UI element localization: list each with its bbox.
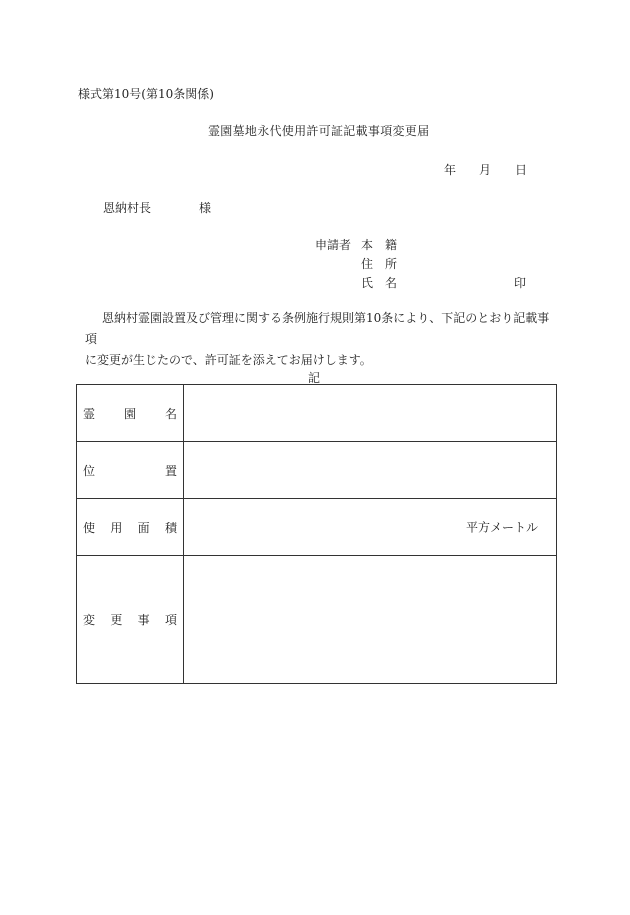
address-label: 住 所 [361, 257, 398, 271]
detail-table [76, 384, 557, 684]
changes-field[interactable] [184, 556, 557, 684]
date-year-label: 年 [444, 163, 457, 177]
row-label-cemetery-name: 霊 園 名 [77, 385, 184, 442]
addressee-name: 恩納村長 [103, 201, 152, 215]
location-field[interactable] [184, 442, 557, 499]
ki-heading: 記 [308, 371, 321, 385]
table-row [77, 385, 557, 442]
form-number: 様式第10号(第10条関係) [78, 87, 214, 101]
row-label-location: 位 置 [77, 442, 184, 499]
date-month-label: 月 [479, 163, 492, 177]
body-line-1: 恩納村霊園設置及び管理に関する条例施行規則第10条により、下記のとおり記載事項 [85, 311, 550, 346]
table-row [77, 556, 557, 684]
body-paragraph [85, 308, 555, 371]
area-unit: 平方メートル [465, 520, 538, 535]
body-line-2: に変更が生じたので、許可証を添えてお届けします。 [85, 353, 372, 367]
name-label: 氏 名 [361, 276, 398, 290]
area-field[interactable] [184, 499, 557, 556]
seal-mark: 印 [514, 276, 527, 290]
applicant-label: 申請者 [315, 238, 352, 252]
addressee [103, 199, 212, 216]
row-label-area: 使 用 面 積 [77, 499, 184, 556]
row-label-changes: 変 更 事 項 [77, 556, 184, 684]
registered-domicile-label: 本 籍 [361, 238, 398, 252]
table-row [77, 499, 557, 556]
document-title: 霊園墓地永代使用許可証記載事項変更届 [208, 124, 430, 138]
table-row [77, 442, 557, 499]
cemetery-name-field[interactable] [184, 385, 557, 442]
date-day-label: 日 [515, 163, 528, 177]
addressee-honorific: 様 [199, 201, 212, 215]
